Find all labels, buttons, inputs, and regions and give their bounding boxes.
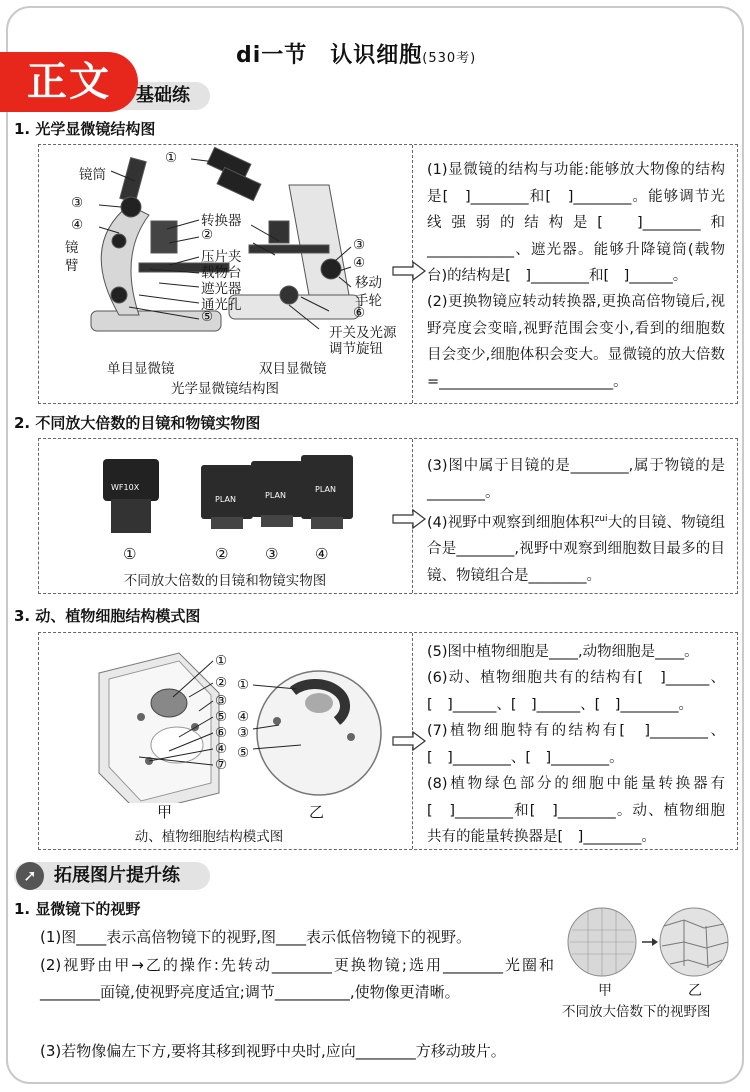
- title-text: di一节 认识细胞: [236, 43, 423, 68]
- animal-label-3: ③: [237, 725, 250, 741]
- question-v1: (1)图____表示高倍物镜下的视野,图____表示低倍物镜下的视野。: [40, 928, 472, 946]
- label-c4: ④: [71, 217, 84, 233]
- question-2: (2)更换物镜应转动转换器,更换高倍物镜后,视野亮度会变暗,视野范围会变小,看到的细胞数目会变少,细胞体积会变大。显微镜的放大倍数=________________________。: [427, 294, 725, 390]
- arrow-icon: [391, 509, 427, 529]
- label-move: 移动: [355, 275, 382, 291]
- eyepiece-drawing: [103, 459, 159, 533]
- section-extend-title: 拓展图片提升练: [54, 865, 180, 886]
- lens-figure: [39, 439, 411, 549]
- plant-label-2: ②: [215, 675, 228, 691]
- microscope-panel: [38, 144, 738, 404]
- question-6: (6)动、植物细胞共有的结构有[ ]______、[ ]______、[ ]______、[ ]________。: [427, 670, 725, 713]
- lens-num-3: ③: [265, 545, 279, 563]
- question-v3: (3)若物像偏左下方,要将其移到视野中央时,应向________方移动玻片。: [40, 1042, 506, 1060]
- plant-label-7: ⑦: [215, 757, 228, 773]
- caption-microscope: 光学显微镜结构图: [171, 381, 279, 397]
- caption-cell: 动、植物细胞结构模式图: [134, 829, 284, 845]
- label-bino: 双目显微镜: [259, 361, 327, 377]
- page-title: [236, 38, 476, 69]
- fov-yi: 乙: [688, 983, 702, 999]
- caption-lens: 不同放大倍数的目镜和物镜实物图: [123, 573, 327, 589]
- label-c5: ⑤: [201, 309, 214, 325]
- lens-text-1: WF10X: [111, 483, 140, 492]
- plant-label-5: ⑥: [215, 725, 228, 741]
- label-converter: 转换器: [201, 213, 242, 229]
- label-arm: 镜 臂: [65, 240, 79, 274]
- question-v2: (2)视野由甲→乙的操作:先转动________更换物镜;选用________光圈和________面镜,使视野亮度适宜;调节__________,使物像更清晰。: [40, 956, 554, 1001]
- field-of-view-figure: [566, 906, 736, 982]
- question-1: (1)显微镜的结构与功能:能够放大物像的结构是[ ]________和[ ]________。能够调节光线强弱的结构是[ ]________和____________、遮光器。能够升降镜筒(载物台)的结构是[ ]________和[ ]______。: [427, 162, 725, 284]
- zhengwen-badge: 正文: [0, 52, 138, 112]
- label-switch2: 调节旋钮: [329, 341, 383, 357]
- label-c6: ⑥: [353, 305, 366, 321]
- lens-num-2: ②: [215, 545, 229, 563]
- label-diaphragm: 遮光器: [201, 281, 242, 297]
- up-arrow-icon: ➚: [16, 862, 44, 890]
- cell-panel: [38, 632, 738, 850]
- label-stage: 载物台: [201, 265, 242, 281]
- label-switch1: 开关及光源: [329, 325, 397, 341]
- question-7: (7)植物细胞特有的结构有[ ]________、[ ]________、[ ]________。: [427, 723, 725, 766]
- title-note: (530考): [422, 51, 477, 66]
- question-4: [427, 506, 725, 589]
- animal-label-2: ④: [237, 709, 250, 725]
- label-c2: ②: [201, 227, 214, 243]
- animal-label-1: ①: [237, 677, 250, 693]
- question-4-part-b: 大的目镜、物镜组合是________,视野中观察到细胞数目最多的目镜、物镜组合是________。: [427, 514, 725, 584]
- part3-heading: 3. 动、植物细胞结构模式图: [14, 607, 201, 625]
- plant-label-3: ③: [215, 693, 228, 709]
- label-hole: 通光孔: [201, 297, 242, 313]
- section-basic-title: 基础练: [136, 85, 190, 106]
- plant-label-6: ④: [215, 741, 228, 757]
- plant-label-4: ⑤: [215, 709, 228, 725]
- question-3: (3)图中属于目镜的是________,属于物镜的是________。: [427, 458, 725, 501]
- fov-jia: 甲: [598, 983, 612, 999]
- lens-num-1: ①: [123, 545, 137, 563]
- label-c1: ①: [165, 150, 178, 166]
- question-4-part-a: (4)视野中观察到细胞体积: [427, 514, 595, 531]
- lens-panel: [38, 438, 738, 594]
- animal-cell-drawing: [257, 671, 381, 795]
- lens-text-2: PLAN: [215, 495, 236, 504]
- label-r4: ④: [353, 255, 366, 271]
- question-5: (5)图中植物细胞是____,动物细胞是____。: [427, 644, 699, 660]
- question-8: (8)植物绿色部分的细胞中能量转换器有[ ]________和[ ]________。动、植物细胞共有的能量转换器是[ ]________。: [427, 776, 725, 845]
- label-r3: ③: [353, 237, 366, 253]
- part1-heading: 1. 光学显微镜结构图: [14, 120, 156, 138]
- label-tube: 镜筒: [79, 167, 106, 183]
- part4-heading: 1. 显微镜下的视野: [14, 900, 141, 918]
- caption-fov: 不同放大倍数下的视野图: [562, 1004, 711, 1020]
- question-4-sup: zui: [594, 514, 608, 524]
- label-mono: 单目显微镜: [107, 361, 175, 377]
- plant-cell-drawing: [99, 653, 219, 803]
- plant-label-1: ①: [215, 653, 228, 669]
- animal-label-4: ⑤: [237, 745, 250, 761]
- label-handwheel: 手轮: [355, 293, 382, 309]
- plant-cell-jia: 甲: [157, 803, 173, 821]
- label-clip: 压片夹: [201, 249, 242, 265]
- animal-cell-yi: 乙: [309, 803, 325, 821]
- lens-text-3: PLAN: [265, 491, 286, 500]
- arrow-icon: [391, 731, 427, 751]
- lens-num-4: ④: [315, 545, 329, 563]
- part2-heading: 2. 不同放大倍数的目镜和物镜实物图: [14, 414, 261, 432]
- label-c3: ③: [71, 195, 84, 211]
- arrow-icon: [391, 261, 427, 281]
- lens-text-4: PLAN: [315, 485, 336, 494]
